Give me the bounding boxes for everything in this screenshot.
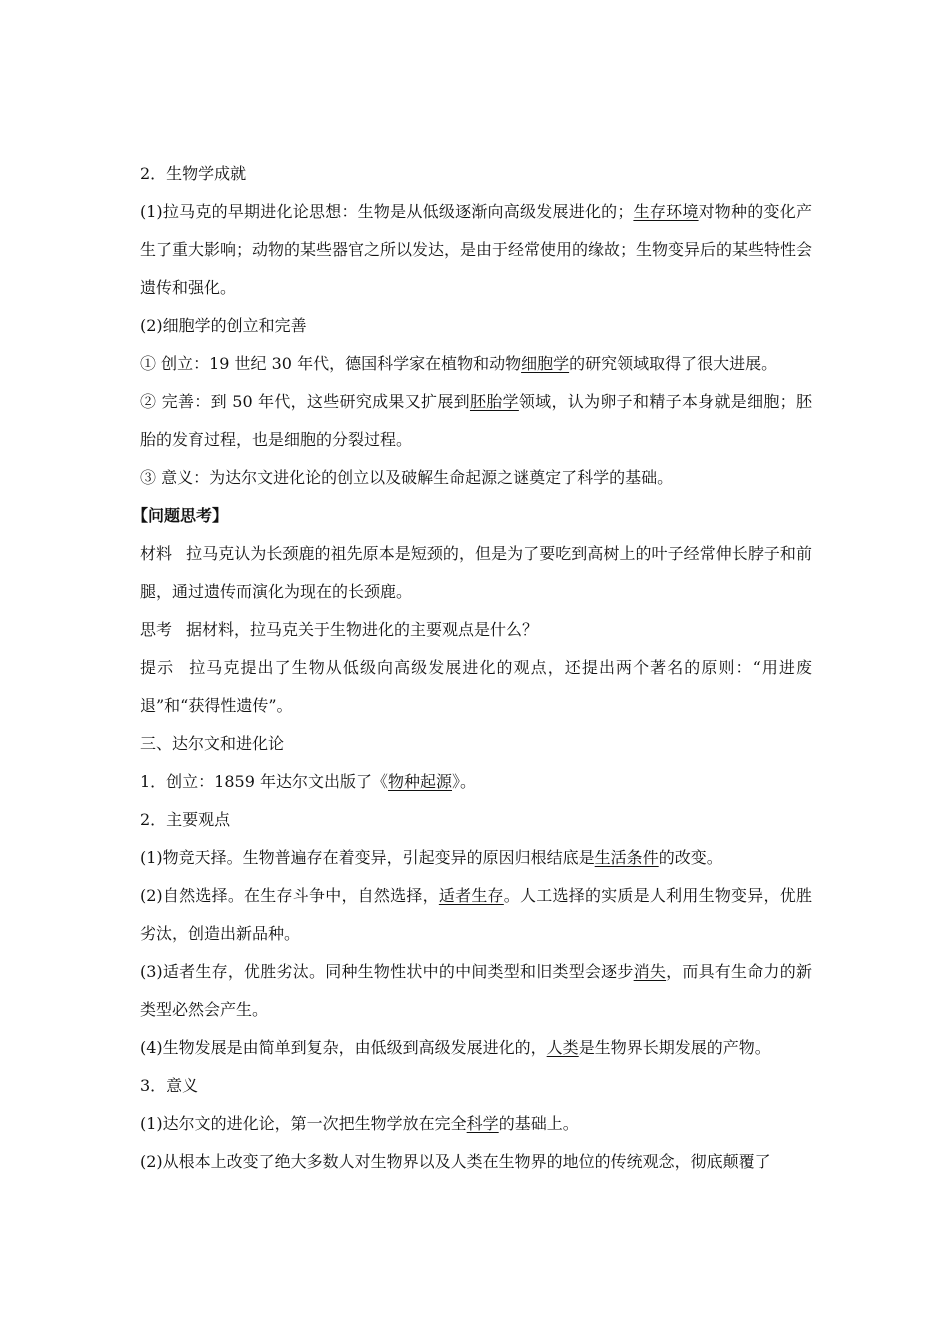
underlined-term-living-conditions: 生活条件	[594, 848, 659, 867]
question-think: 思考 据材料，拉马克关于生物进化的主要观点是什么？	[140, 620, 539, 639]
underlined-term-origin-of-species: 物种起源	[388, 772, 453, 791]
document-content	[132, 155, 813, 1181]
subheading-main-points: 2．主要观点	[140, 810, 231, 829]
paragraph-cell-theory-creation: ① 创立：19 世纪 30 年代，德国科学家在植物和动物细胞学的研究领域取得了很大进展。	[140, 354, 778, 373]
paragraph-significance-1: (1)达尔文的进化论，第一次把生物学放在完全科学的基础上。	[140, 1114, 579, 1133]
underlined-term-embryology: 胚胎学	[469, 392, 519, 411]
paragraph-main-point-2: (2)自然选择。在生存斗争中，自然选择，适者生存。人工选择的实质是人利用生物变异，优胜劣汰，创造出新品种。	[140, 886, 812, 943]
question-hint: 提示 拉马克提出了生物从低级向高级发展进化的观点，还提出两个著名的原则：“用进废退”和“获得性遗传”。	[140, 658, 812, 715]
subheading-significance: 3．意义	[140, 1076, 199, 1095]
paragraph-lamarck-early-thought: (1)拉马克的早期进化论思想：生物是从低级逐渐向高级发展进化的；生存环境对物种的变化产生了重大影响；动物的某些器官之所以发达，是由于经常使用的缘故；生物变异后的某些特性会遗传和强化。	[140, 202, 813, 297]
paragraph-main-point-1: (1)物竞天择。生物普遍存在着变异，引起变异的原因归根结底是生活条件的改变。	[140, 848, 723, 867]
underlined-term-science: 科学	[466, 1114, 499, 1133]
question-heading: 【问题思考】	[132, 506, 229, 525]
paragraph-main-point-4: (4)生物发展是由简单到复杂，由低级到高级发展进化的，人类是生物界长期发展的产物。	[140, 1038, 771, 1057]
paragraph-significance-2: (2)从根本上改变了绝大多数人对生物界以及人类在生物界的地位的传统观念，彻底颠覆了	[140, 1152, 771, 1171]
paragraph-main-point-3: (3)适者生存，优胜劣汰。同种生物性状中的中间类型和旧类型会逐步消失，而具有生命力的新类型必然会产生。	[140, 962, 812, 1019]
think-label: 思考	[140, 620, 173, 639]
question-material: 材料 拉马克认为长颈鹿的祖先原本是短颈的，但是为了要吃到高树上的叶子经常伸长脖子和前腿，通过遗传而演化为现在的长颈鹿。	[140, 544, 812, 601]
paragraph-cell-theory-improvement: ② 完善：到 50 年代，这些研究成果又扩展到胚胎学领域，认为卵子和精子本身就是细胞；胚胎的发育过程，也是细胞的分裂过程。	[140, 392, 812, 449]
underlined-term-humans: 人类	[546, 1038, 579, 1057]
underlined-term-survival-of-fittest: 适者生存	[438, 886, 504, 905]
paragraph-cell-theory-title: (2)细胞学的创立和完善	[140, 316, 307, 335]
section-heading-biology-achievements: 2．生物学成就	[140, 164, 247, 183]
hint-label: 提示	[140, 658, 175, 677]
section-heading-darwin: 三、达尔文和进化论	[140, 734, 285, 753]
paragraph-cell-theory-significance: ③ 意义：为达尔文进化论的创立以及破解生命起源之谜奠定了科学的基础。	[140, 468, 674, 487]
material-label: 材料	[140, 544, 173, 563]
underlined-term-disappear: 消失	[633, 962, 667, 981]
underlined-term-cytology: 细胞学	[521, 354, 570, 373]
paragraph-darwin-creation: 1．创立：1859 年达尔文出版了《物种起源》。	[140, 772, 477, 791]
underlined-term-living-environment: 生存环境	[633, 202, 699, 221]
